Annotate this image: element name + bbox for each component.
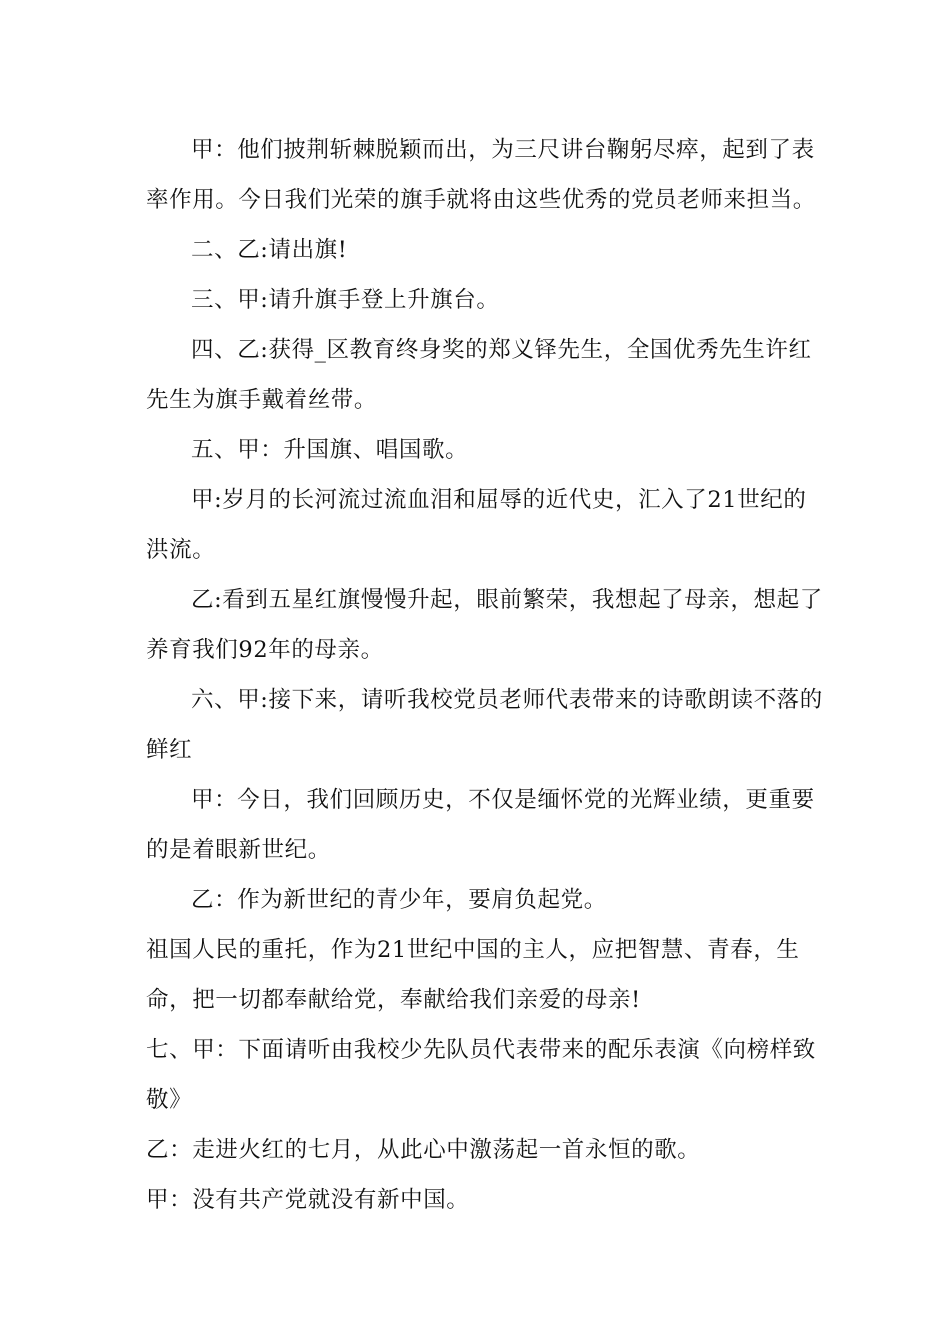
paragraph: 四、乙:获得_区教育终身奖的郑义铎先生，全国优秀先生许红先生为旗手戴着丝带。 — [146, 337, 812, 413]
paragraph: 五、甲：升国旗、唱国歌。 — [191, 437, 469, 463]
paragraph: 甲：今日，我们回顾历史，不仅是缅怀党的光辉业绩，更重要的是着眼新世纪。 — [146, 787, 815, 863]
paragraph: 祖国人民的重托，作为21世纪中国的主人，应把智慧、青春，生命，把一切都奉献给党，奉献给我们亲爱的母亲! — [146, 937, 800, 1013]
paragraph: 三、甲:请升旗手登上升旗台。 — [191, 287, 500, 313]
paragraph: 乙：作为新世纪的青少年，要肩负起党。 — [191, 887, 607, 913]
paragraph: 甲:岁月的长河流过流血泪和屈辱的近代史，汇入了21世纪的洪流。 — [146, 487, 807, 563]
paragraph: 二、乙:请出旗! — [191, 237, 348, 263]
paragraph: 七、甲：下面请听由我校少先队员代表带来的配乐表演《向榜样致敬》 — [146, 1037, 816, 1113]
paragraph: 乙：走进火红的七月，从此心中激荡起一首永恒的歌。 — [146, 1137, 701, 1163]
paragraph: 六、甲:接下来，请听我校党员老师代表带来的诗歌朗读不落的鲜红 — [146, 687, 823, 763]
paragraph: 甲：没有共产党就没有新中国。 — [146, 1187, 470, 1213]
paragraph: 甲：他们披荆斩棘脱颖而出，为三尺讲台鞠躬尽瘁，起到了表率作用。今日我们光荣的旗手就将由这些优秀的党员老师来担当。 — [146, 137, 816, 213]
document-body — [146, 125, 826, 1225]
paragraph: 乙:看到五星红旗慢慢升起，眼前繁荣，我想起了母亲，想起了养育我们92年的母亲。 — [146, 587, 823, 663]
